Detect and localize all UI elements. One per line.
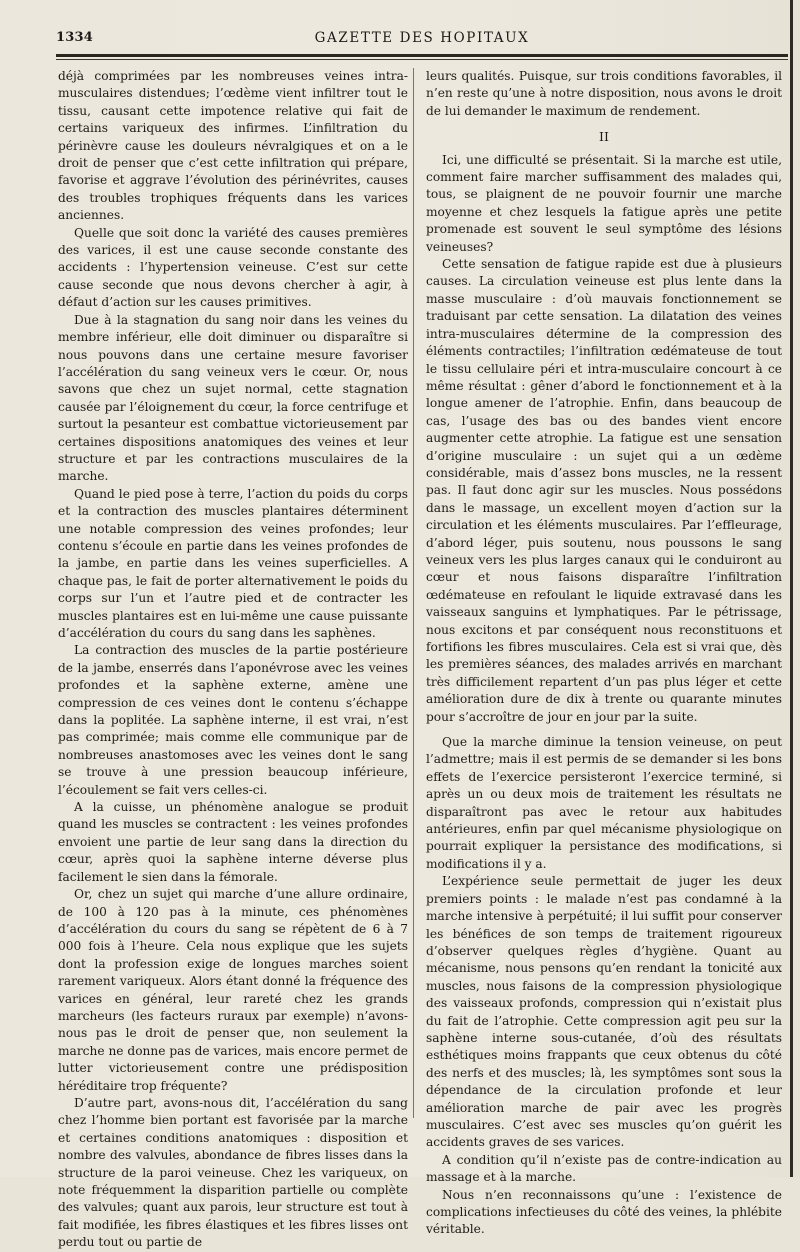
paragraph: La contraction des muscles de la partie postérieure de la jambe, enserrés dans l’aponévrose avec les veines profondes et la saphène externe, amène une compression de ces veines dont le contenu s’échappe dans la poplitée. La saphène interne, il est vrai, n’est pas comprimée; mais comme elle communique par de nombreuses anastomoses avec les veines dont le sang se trouve à une pression beaucoup inférieure, l’écoulement se fait vers celles-ci. <box>58 643 408 797</box>
header-rule-thin <box>56 59 788 60</box>
paragraph: L’expérience seule permettait de juger les deux premiers points : le malade n’est pas condamné à la marche intensive à perpétuité; il lui suffit pour conserver les bénéfices de son temps de traitement rigoureux d’observer quelques règles d’hygiène. Quant au mécanisme, nous pensons qu’en rendant la tonicité aux muscles, nous faisons de la compression physiologique des vaisseaux profonds, compression qui n’existait plus du fait de l’atrophie. Cette compression agit peu sur la saphène interne sous-cutanée, d’où des résultats esthétiques moins frappants que ceux obtenus du côté des nerfs et des muscles; là, les symptômes sont sous la dépendance de la circulation profonde et leur amélioration marche de pair avec les progrès musculaires. C’est avec ses muscles qu’on guérit les accidents graves de ses varices. <box>426 874 782 1150</box>
running-head: GAZETTE DES HOPITAUX <box>314 30 530 46</box>
paragraph: Nous n’en reconnaissons qu’une : l’existence de complications infectieuses du côté des veines, la phlébite véritable. <box>426 1187 782 1237</box>
paragraph: Cette sensation de fatigue rapide est due à plusieurs causes. La circulation veineuse est plus lente dans la masse musculaire : d’où mauvais fonctionnement se traduisant par cette sensation. La dilatation des veines intra-musculaires détermine de la compression des éléments contractiles; l’infiltration œdémateuse de tout le tissu cellulaire péri et intra-musculaire concourt à ce même résultat : gêner d’abord le fonctionnement et à la longue amener de l’atrophie. Enfin, dans beaucoup de cas, l’usage des bas ou des bandes vient encore augmenter cette atrophie. La fatigue est une sensation d’origine musculaire : un sujet qui a un œdème considérable, mais d’assez bons muscles, ne la ressent pas. Il faut donc agir sur les muscles. Nous possédons dans le massage, un excellent moyen d’action sur la circulation et les éléments musculaires. Par l’effleurage, d’abord léger, puis soutenu, nous poussons le sang veineux vers les plus larges canaux qui le conduiront au cœur et nous faisons disparaître l’infiltration œdémateuse en refoulant le liquide extravasé dans les vaisseaux sanguins et lymphatiques. Par le pétrissage, nous excitons et par conséquent nous reconstituons et fortifions les fibres musculaires. Cela est si vrai que, dès les premières séances, des malades arrivés en marchant très difficilement repartent d’un pas plus léger et cette amélioration dure de dix à trente ou quarante minutes pour s’accroître de jour en jour par la suite. <box>426 257 782 724</box>
page-edge-binding <box>790 0 793 1177</box>
column-divider <box>413 68 414 1118</box>
paragraph: Ici, une difficulté se présentait. Si la marche est utile, comment faire marcher suffisamment des malades qui, tous, se plaignent de ne pouvoir fournir une marche moyenne et chez lesquels la fatigue après une petite promenade est souvent le seul symptôme des lésions veineuses? <box>426 152 782 254</box>
section-heading: II <box>599 129 609 145</box>
paragraph: D’autre part, avons-nous dit, l’accélération du sang chez l’homme bien portant est favorisée par la marche et certaines conditions anatomiques : disposition et nombre des valvules, abondance de fibres lisses dans la structure de la paroi veineuse. Chez les variqueux, on note fréquemment la disparition partielle ou complète des valvules; quant aux parois, leur structure est tout à fait modifiée, les fibres élastiques et les fibres lisses ont perdu tout ou partie de <box>58 1095 408 1250</box>
paragraph: leurs qualités. Puisque, sur trois conditions favorables, il n’en reste qu’une à notre disposition, nous avons le droit de lui demander le maximum de rendement. <box>426 69 782 118</box>
paragraph: Quand le pied pose à terre, l’action du poids du corps et la contraction des muscles plantaires déterminent une notable compression des veines profondes; leur contenu s’écoule en partie dans les veines profondes de la jambe, en partie dans les veines superficielles. A chaque pas, le fait de porter alternativement le poids du corps sur l’un et l’autre pied et de contracter les muscles plantaires est en lui-même une cause puissante d’accélération du cours du sang dans les saphènes. <box>58 486 408 640</box>
left-column <box>58 68 408 1252</box>
paragraph: Que la marche diminue la tension veineuse, on peut l’admettre; mais il est permis de se demander si les bons effets de l’exercice persisteront l’exercice terminé, si après un ou deux mois de traitement les résultats ne disparaîtront pas avec le retour aux habitudes antérieures, enfin par quel mécanisme physiologique on pourrait expliquer la persistance des modifications, si modifications il y a. <box>426 735 782 871</box>
right-column <box>426 68 782 1239</box>
paragraph: Or, chez un sujet qui marche d’une allure ordinaire, de 100 à 120 pas à la minute, ces phénomènes d’accélération du cours du sang se répètent de 6 à 7 000 fois à l’heure. Cela nous explique que les sujets dont la profession exige de longues marches soient rarement variqueux. Alors étant donné la fréquence des varices en général, leur rareté chez les grands marcheurs (les facteurs ruraux par exemple) n’avons-nous pas le droit de penser que, non seulement la marche ne donne pas de varices, mais encore permet de lutter victorieusement contre une prédisposition héréditaire trop fréquente? <box>58 887 408 1093</box>
header-rule-thick <box>56 54 788 57</box>
paragraph: Due à la stagnation du sang noir dans les veines du membre inférieur, elle doit diminuer ou disparaître si nous pouvons dans une certaine mesure favoriser l’accélération du sang veineux vers le cœur. Or, nous savons que chez un sujet normal, cette stagnation causée par l’éloignement du cœur, la force centrifuge et surtout la pesanteur est combattue victorieusement par certaines dispositions anatomiques des veines et leur structure et par les contractions musculaires de la marche. <box>58 312 408 484</box>
paragraph: A condition qu’il n’existe pas de contre-indication au massage et à la marche. <box>426 1152 782 1185</box>
section-break <box>426 726 782 734</box>
paragraph: Quelle que soit donc la variété des causes premières des varices, il est une cause seconde constante des accidents : l’hypertension veineuse. C’est sur cette cause seconde que nous devons chercher à agir, à défaut d’action sur les causes primitives. <box>58 225 408 310</box>
paragraph: déjà comprimées par les nombreuses veines intra-musculaires distendues; l’œdème vient infiltrer tout le tissu, causant cette impotence relative qui fait de certains variqueux des infirmes. L’infiltration du périnèvre cause les douleurs névralgiques et on a le droit de penser que c’est cette infiltration qui prépare, favorise et aggrave l’évolution des périnévrites, causes des troubles trophiques fréquents dans les varices anciennes. <box>58 69 408 223</box>
page-number: 1334 <box>56 30 93 45</box>
paragraph: A la cuisse, un phénomène analogue se produit quand les muscles se contractent : les veines profondes envoient une partie de leur sang dans la direction du cœur, après quoi la saphène interne déverse plus facilement le sien dans la fémorale. <box>58 800 408 884</box>
page-header <box>56 30 788 50</box>
